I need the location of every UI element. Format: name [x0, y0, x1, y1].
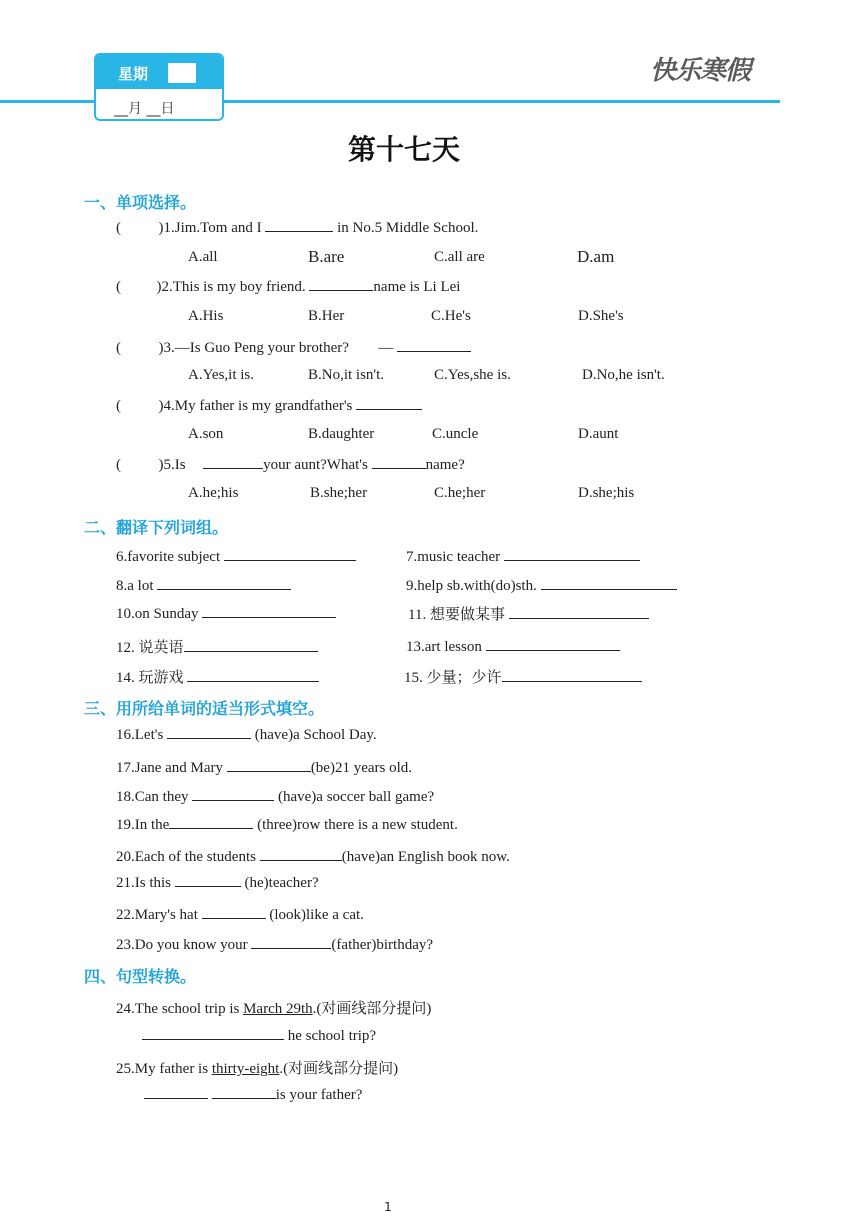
answer-blank[interactable]: [356, 395, 422, 410]
translate-item-15: [404, 666, 642, 687]
translate-item-11: [408, 603, 649, 624]
week-label: 星期: [118, 65, 149, 83]
translate-item-12: [116, 636, 318, 657]
paren: (: [116, 457, 121, 473]
transform-answer-25: [144, 1084, 362, 1104]
q-post: .(对画线部分提问): [312, 1001, 432, 1017]
q-post: .(对画线部分提问): [279, 1061, 399, 1077]
phrase: 15. 少量；少许: [404, 670, 502, 686]
option-b: B.daughter: [308, 426, 375, 442]
fill-item-21: [116, 872, 319, 892]
question-tail: name is Li Lei: [373, 279, 461, 295]
option-c: C.He's: [431, 308, 471, 324]
option-a: A.His: [188, 308, 224, 324]
answer-blank[interactable]: [504, 546, 640, 561]
answer-blank[interactable]: [502, 667, 642, 682]
option-d: D.aunt: [578, 426, 619, 442]
phrase: 6.favorite subject: [116, 549, 221, 565]
section-heading-1: 一、单项选择。: [84, 193, 197, 212]
option-a: A.Yes,it is.: [188, 367, 254, 383]
paren: (: [116, 279, 121, 295]
answer-tail: he school trip?: [287, 1028, 377, 1044]
mc-question-3: [116, 337, 471, 357]
fill-item-19: [116, 814, 458, 834]
answer-blank[interactable]: [541, 575, 677, 590]
answer-blank[interactable]: [212, 1084, 276, 1099]
fill-pre: 22.Mary's hat: [116, 907, 198, 923]
question-text: )1.Jim.Tom and I: [158, 220, 262, 236]
answer-blank[interactable]: [142, 1025, 284, 1040]
logo: 快乐寒假: [650, 56, 751, 86]
answer-blank[interactable]: [202, 904, 266, 919]
answer-blank[interactable]: [227, 757, 311, 772]
fill-item-16: [116, 724, 377, 744]
transform-answer-24: [142, 1025, 376, 1045]
phrase: 13.art lesson: [406, 639, 482, 655]
question-tail: —: [378, 340, 394, 356]
fill-pre: 19.In the: [116, 817, 170, 833]
paren: (: [116, 340, 121, 356]
answer-blank[interactable]: [167, 724, 251, 739]
question-text: )2.This is my boy friend.: [156, 279, 306, 295]
question-text: )5.Is: [158, 457, 186, 473]
underlined-part: March 29th: [243, 1001, 313, 1017]
question-tail: name?: [425, 457, 465, 473]
paren: (: [116, 220, 121, 236]
question-text: )3.—Is Guo Peng your brother?: [158, 340, 349, 356]
answer-blank[interactable]: [486, 636, 620, 651]
q-pre: 24.The school trip is: [116, 1001, 244, 1017]
mc-question-2: [116, 276, 460, 296]
option-a: A.son: [188, 426, 224, 442]
fill-post: (have)an English book now.: [341, 849, 510, 865]
answer-blank[interactable]: [184, 637, 318, 652]
answer-blank[interactable]: [157, 575, 291, 590]
fill-pre: 17.Jane and Mary: [116, 760, 224, 776]
phrase: 14. 玩游戏: [116, 670, 184, 686]
answer-blank[interactable]: [309, 276, 373, 291]
option-c: C.uncle: [432, 426, 479, 442]
option-c: C.Yes,she is.: [434, 367, 511, 383]
mc-question-5: [116, 454, 465, 474]
transform-question-25: [116, 1057, 398, 1078]
fill-post: (look)like a cat.: [269, 907, 364, 923]
fill-pre: 23.Do you know your: [116, 937, 248, 953]
question-mid: your aunt?What's: [263, 457, 368, 473]
option-c: C.he;her: [434, 485, 486, 501]
translate-item-8: [116, 575, 291, 595]
fill-pre: 16.Let's: [116, 727, 164, 743]
page-title: 第十七天: [347, 133, 460, 166]
answer-blank[interactable]: [175, 872, 241, 887]
page-number: 1: [384, 1200, 392, 1214]
transform-question-24: [116, 997, 431, 1018]
answer-blank[interactable]: [187, 667, 319, 682]
paren: (: [116, 398, 121, 414]
question-tail: in No.5 Middle School.: [337, 220, 479, 236]
translate-item-9: [406, 575, 677, 595]
option-a: A.he;his: [188, 485, 239, 501]
answer-blank[interactable]: [260, 846, 342, 861]
fill-post: (have)a School Day.: [254, 727, 377, 743]
fill-item-17: [116, 757, 412, 777]
question-text: )4.My father is my grandfather's: [158, 398, 353, 414]
answer-blank[interactable]: [203, 454, 263, 469]
translate-item-6: [116, 546, 356, 566]
option-d: D.No,he isn't.: [582, 367, 665, 383]
section-heading-2: 二、翻译下列词组。: [84, 518, 229, 537]
fill-item-18: [116, 786, 434, 806]
answer-blank[interactable]: [169, 814, 253, 829]
fill-item-23: [116, 934, 433, 954]
fill-post: (three)row there is a new student.: [257, 817, 458, 833]
mc-question-1: [116, 217, 478, 237]
option-a: A.all: [188, 249, 218, 265]
calendar-stamp: [94, 53, 224, 121]
answer-blank[interactable]: [251, 934, 331, 949]
answer-blank[interactable]: [192, 786, 274, 801]
answer-blank[interactable]: [372, 454, 426, 469]
option-b: B.No,it isn't.: [308, 367, 385, 383]
mc-question-4: [116, 395, 422, 415]
fill-post: (father)birthday?: [331, 937, 434, 953]
underlined-part: thirty-eight: [211, 1061, 280, 1077]
answer-blank[interactable]: [224, 546, 356, 561]
option-b: B.are: [308, 247, 345, 266]
phrase: 9.help sb.with(do)sth.: [406, 578, 537, 594]
fill-post: (be)21 years old.: [310, 760, 413, 776]
answer-blank[interactable]: [265, 217, 333, 232]
fill-item-20: [116, 846, 510, 866]
phrase: 8.a lot: [116, 578, 154, 594]
phrase: 10.on Sunday: [116, 606, 199, 622]
date-label: __月 __日: [114, 101, 175, 117]
translate-item-14: [116, 666, 319, 687]
option-d: D.She's: [578, 308, 624, 324]
phrase: 12. 说英语: [116, 640, 184, 656]
translate-item-10: [116, 603, 336, 623]
answer-blank[interactable]: [509, 604, 649, 619]
option-d: D.she;his: [578, 485, 635, 501]
fill-pre: 20.Each of the students: [116, 849, 256, 865]
phrase: 11. 想要做某事: [408, 607, 505, 623]
translate-item-7: [406, 546, 640, 566]
translate-item-13: [406, 636, 620, 656]
q-pre: 25.My father is: [116, 1061, 212, 1077]
fill-pre: 21.Is this: [116, 875, 172, 891]
option-c: C.all are: [434, 249, 485, 265]
section-heading-3: 三、用所给单词的适当形式填空。: [84, 699, 325, 718]
section-heading-4: 四、句型转换。: [84, 967, 197, 986]
phrase: 7.music teacher: [406, 549, 501, 565]
answer-blank[interactable]: [202, 603, 336, 618]
fill-pre: 18.Can they: [116, 789, 189, 805]
option-b: B.she;her: [310, 485, 368, 501]
answer-blank[interactable]: [397, 337, 471, 352]
calendar-top: [96, 55, 222, 89]
week-box: [168, 63, 196, 83]
option-b: B.Her: [308, 308, 345, 324]
fill-post: (have)a soccer ball game?: [278, 789, 435, 805]
fill-item-22: [116, 904, 364, 924]
answer-tail: is your father?: [275, 1087, 363, 1103]
fill-post: (he)teacher?: [244, 875, 319, 891]
answer-blank[interactable]: [144, 1084, 208, 1099]
option-d: D.am: [577, 247, 615, 266]
